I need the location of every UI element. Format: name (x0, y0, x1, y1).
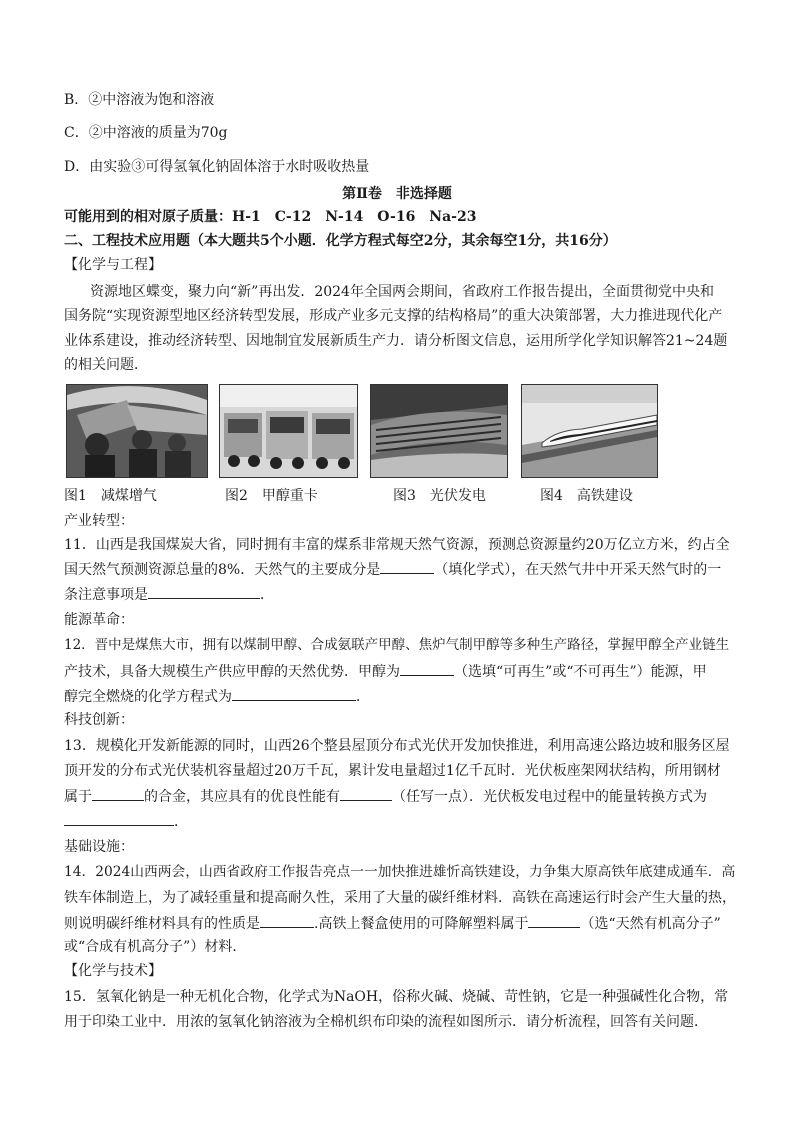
q13-text-c: （任写一点）．光伏板发电过程中的能量转换方式为 (392, 789, 707, 805)
q13-line-3 (64, 786, 707, 807)
subject-heading-technology: 【化学与技术】 (64, 963, 162, 979)
part-title: 二、工程技术应用题（本大题共5个小题．化学方程式每空2分，其余每空1分，共16分） (64, 233, 617, 249)
q13-text-a: 属于 (64, 789, 92, 805)
q11-text-c: 条注意事项是 (64, 587, 148, 603)
q13-line-2: 顶开发的分布式光伏装机容量超过20万千瓦，累计发电量超过1亿千瓦时．光伏板座架网状结构，所用钢材 (64, 763, 721, 779)
q13-heading: 科技创新： (64, 712, 134, 728)
intro-line-3: 业体系建设，推动经济转型、因地制宜发展新质生产力．请分析图文信息，运用所学化学知识解答21~24题 (64, 333, 728, 349)
q13-line-1: 13．规模化开发新能源的同时，山西26个整县屋顶分布式光伏开发加快推进，利用高速公路边坡和服务区屋 (64, 738, 730, 754)
intro-line-1: 资源地区蝶变，聚力向“新”再出发．2024年全国两会期间，省政府工作报告提出，全面贯彻党中央和 (90, 284, 714, 300)
option-c: C．②中溶液的质量为70g (64, 125, 228, 141)
q11-line-3 (64, 584, 274, 605)
intro-line-4: 的相关问题． (64, 357, 148, 373)
q12-line-2 (64, 661, 707, 682)
q11-line-1: 11．山西是我国煤炭大省，同时拥有丰富的煤系非常规天然气资源，预测总资源量约20万亿立方米，约占全 (64, 537, 730, 553)
q13-line-4 (64, 811, 188, 832)
q13-text-b: 的合金，其应具有的优良性能有 (144, 789, 340, 805)
q13-text-d: ． (174, 814, 188, 830)
option-b: B．②中溶液为饱和溶液 (64, 92, 215, 108)
q12-text-a: 产技术，具备大规模生产供应甲醇的天然优势．甲醇为 (64, 664, 400, 680)
q11-heading: 产业转型： (64, 513, 134, 529)
figure-3-image (370, 384, 508, 478)
q11-blank-formula[interactable] (380, 559, 434, 574)
q15-line-2: 用于印染工业中．用浓的氢氧化钠溶液为全棉机织布印染的流程如图所示．请分析流程，回答有关问题． (64, 1014, 708, 1030)
q12-text-d: ． (356, 689, 370, 705)
q14-text-b: .高铁上餐盒使用的可降解塑料属于 (314, 916, 529, 932)
figure-1-image (66, 384, 208, 478)
q11-text-a: 国天然气预测资源总量的8%．天然气的主要成分是 (64, 562, 381, 578)
q12-text-c: 醇完全燃烧的化学方程式为 (64, 689, 232, 705)
section-title: 第Ⅱ卷 非选择题 (342, 186, 452, 202)
q13-blank-property[interactable] (340, 786, 392, 801)
q12-blank-equation[interactable] (232, 686, 356, 701)
q11-line-2 (64, 559, 721, 580)
q11-text-b: （填化学式），在天然气井中开采天然气时的一 (434, 562, 722, 578)
subject-heading-engineering: 【化学与工程】 (64, 257, 162, 273)
q14-line-4: 或“合成有机高分子”）材料． (64, 939, 247, 955)
q14-line-1: 14．2024山西两会，山西省政府工作报告亮点一一加快推进雄忻高铁建设，力争集大原高铁年底建成通车．高 (64, 864, 736, 880)
q12-text-b: （选填“可再生”或“不可再生”）能源，甲 (454, 664, 707, 680)
q14-blank-material[interactable] (528, 913, 580, 928)
q13-blank-metal[interactable] (92, 786, 144, 801)
q11-text-d: ． (260, 587, 274, 603)
q14-heading: 基础设施： (64, 839, 134, 855)
q14-line-2: 铁车体制造上，为了减轻重量和提高耐久性，采用了大量的碳纤维材料．高铁在高速运行时会产生大量的热， (64, 890, 736, 906)
figure-4-caption: 图4 高铁建设 (540, 488, 633, 504)
q15-line-1: 15．氢氧化钠是一种无机化合物，化学式为NaOH，俗称火碱、烧碱、苛性钠，它是一种强碱性化合物，常 (64, 989, 729, 1005)
figure-1-caption: 图1 减煤增气 (64, 488, 157, 504)
q12-line-3 (64, 686, 370, 707)
figure-2-caption: 图2 甲醇重卡 (225, 488, 318, 504)
figure-4-image (521, 384, 658, 478)
q14-text-a: 则说明碳纤维材料具有的性质是 (64, 916, 260, 932)
q12-blank-energy-type[interactable] (400, 661, 454, 676)
figure-2-image (219, 384, 358, 478)
figure-3-caption: 图3 光伏发电 (393, 488, 486, 504)
q12-heading: 能源革命： (64, 612, 134, 628)
q14-line-3 (64, 913, 721, 934)
option-d: D．由实验③可得氢氧化钠固体溶于水时吸收热量 (64, 159, 370, 175)
atomic-masses: 可能用到的相对原子质量：H-1 C-12 N-14 O-16 Na-23 (64, 209, 477, 225)
q11-blank-precaution[interactable] (148, 584, 260, 599)
q12-line-1: 12．晋中是煤焦大市，拥有以煤制甲醇、合成氨联产甲醇、焦炉气制甲醇等多种生产路径，掌握甲醇全产业链生 (64, 637, 730, 653)
intro-line-2: 国务院“实现资源型地区经济转型发展，形成产业多元支撑的结构格局”的重大决策部署，大力推进现代化产 (64, 308, 723, 324)
q13-blank-energy-conversion[interactable] (64, 811, 174, 826)
q14-text-c: （选“天然有机高分子” (580, 916, 721, 932)
q14-blank-property[interactable] (260, 913, 314, 928)
